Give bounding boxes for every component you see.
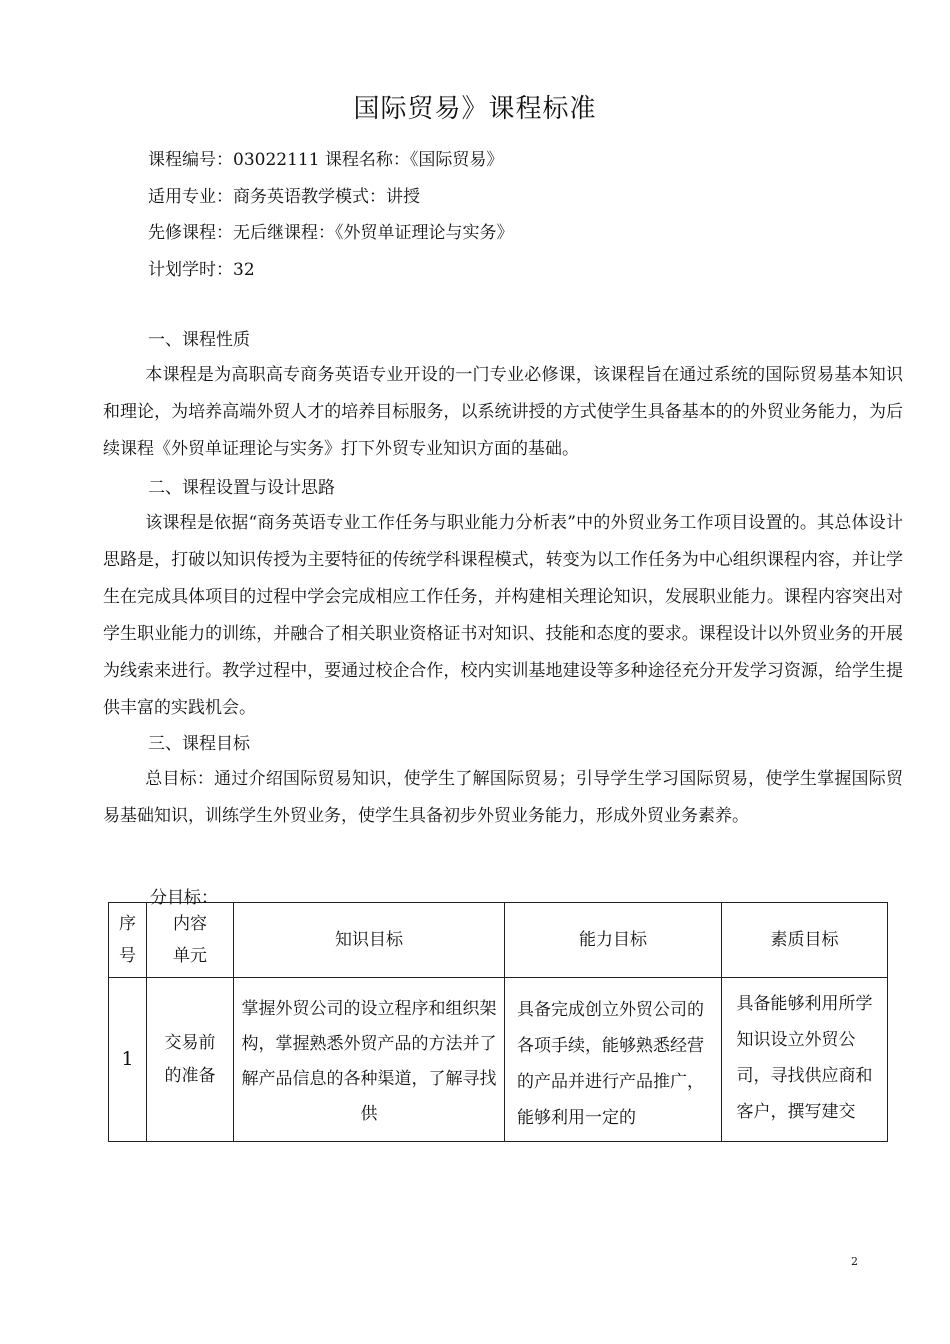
section1-body: 本课程是为高职高专商务英语专业开设的一门专业必修课，该课程旨在通过系统的国际贸易基本知识和理论，为培养高端外贸人才的培养目标服务，以系统讲授的方式使学生具备基本的的外贸业务能力，为后续课程《外贸单证理论与实务》打下外贸专业知识方面的基础。 <box>103 365 903 459</box>
section1-heading: 一、课程性质 <box>148 330 250 350</box>
table-row <box>109 978 888 1142</box>
goals-table <box>108 902 888 1142</box>
table-header-row <box>109 903 888 978</box>
row1-unit: 交易前的准备 <box>147 978 234 1142</box>
section2-heading: 二、课程设置与设计思路 <box>148 478 335 498</box>
header-knowledge: 知识目标 <box>234 903 505 978</box>
row1-ability: 具备完成创立外贸公司的各项手续，能够熟悉经营的产品并进行产品推广，能够利用一定的 <box>505 978 722 1142</box>
row1-quality: 具备能够利用所学知识设立外贸公司，寻找供应商和客户，撰写建交 <box>722 978 888 1142</box>
header-ability: 能力目标 <box>505 903 722 978</box>
header-no: 序号 <box>109 903 147 978</box>
page-title: 国际贸易》课程标准 <box>353 94 597 124</box>
page-number: 2 <box>851 1255 858 1268</box>
meta-major: 适用专业：商务英语教学模式：讲授 <box>148 187 420 207</box>
sub-goals-label: 分目标： <box>150 888 218 908</box>
section2-body: 该课程是依据“商务英语专业工作任务与职业能力分析表”中的外贸业务工作项目设置的。其总体设计思路是，打破以知识传授为主要特征的传统学科课程模式，转变为以工作任务为中心组织课程内容，并让学生在完成具体项目的过程中学会完成相应工作任务，并构建相关理论知识，发展职业能力。课程内容突出对学生职业能力的训练，并融合了相关职业资格证书对知识、技能和态度的要求。课程设计以外贸业务的开展为线索来进行。教学过程中，要通过校企合作，校内实训基地建设等多种途径充分开发学习资源，给学生提供丰富的实践机会。 <box>103 513 903 718</box>
row1-no: 1 <box>109 978 147 1142</box>
meta-hours: 计划学时：32 <box>148 260 255 280</box>
header-quality: 素质目标 <box>722 903 888 978</box>
section3-heading: 三、课程目标 <box>148 734 250 754</box>
meta-prerequisite: 先修课程：无后继课程：《外贸单证理论与实务》 <box>148 223 514 243</box>
header-unit: 内容单元 <box>147 903 234 978</box>
row1-knowledge: 掌握外贸公司的设立程序和组织架构，掌握熟悉外贸产品的方法并了解产品信息的各种渠道，了解寻找供 <box>234 978 505 1142</box>
section3-body: 总目标：通过介绍国际贸易知识，使学生了解国际贸易；引导学生学习国际贸易，使学生掌握国际贸易基础知识，训练学生外贸业务，使学生具备初步外贸业务能力，形成外贸业务素养。 <box>103 769 903 826</box>
meta-course-code: 课程编号：03022111 课程名称：《国际贸易》 <box>148 150 504 170</box>
